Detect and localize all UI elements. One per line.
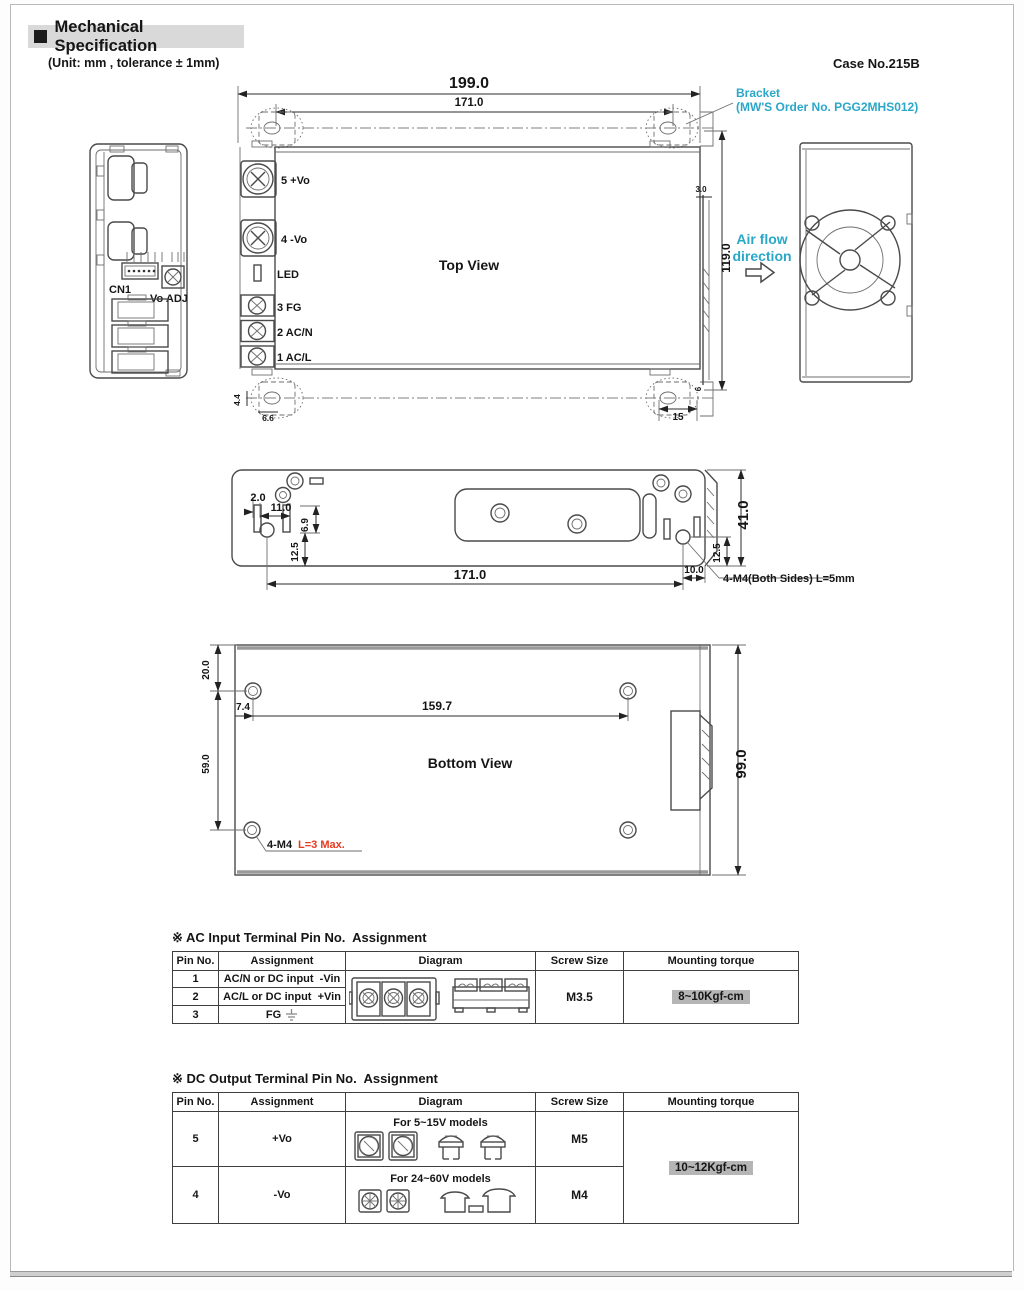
dim-171-top: 171.0 bbox=[454, 97, 484, 109]
fan-side-view-drawing bbox=[800, 143, 912, 382]
dim-4-4: 4.4 bbox=[232, 394, 242, 406]
ac-header-pin: Pin No. bbox=[173, 952, 219, 971]
dim-15: 15 bbox=[672, 412, 684, 423]
dc-header-assignment: Assignment bbox=[219, 1093, 346, 1112]
case-number: Case No.215B bbox=[833, 56, 920, 71]
unit-note: (Unit: mm , tolerance ± 1mm) bbox=[48, 56, 220, 70]
input-terminal-screw-icon bbox=[241, 295, 274, 367]
dim-12-5-right: 12.5 bbox=[712, 543, 723, 563]
terminal-label-5: 5 +Vo bbox=[281, 175, 310, 187]
ac-assignment-2: AC/L or DC input +Vin bbox=[219, 988, 346, 1006]
bottom-view-drawing bbox=[201, 645, 750, 875]
bottom-m4-note: 4-M4 bbox=[267, 839, 293, 851]
dim-6-6: 6.6 bbox=[262, 413, 274, 423]
ac-header-screw: Screw Size bbox=[536, 952, 624, 971]
side-elevation-drawing bbox=[232, 470, 855, 590]
bracket-note-line2: (MW'S Order No. PGG2MHS012) bbox=[736, 100, 919, 114]
page-bottom-rule bbox=[10, 1271, 1012, 1277]
dc-screw-4: M4 bbox=[536, 1167, 624, 1223]
bracket-note-line1: Bracket bbox=[736, 86, 781, 100]
ac-assignment-3 bbox=[219, 1006, 346, 1023]
ground-icon bbox=[285, 1009, 298, 1021]
cn1-label: CN1 bbox=[109, 284, 132, 296]
ac-assignment-1: AC/N or DC input -Vin bbox=[219, 971, 346, 988]
airflow-note bbox=[732, 231, 791, 282]
dc-header-screw: Screw Size bbox=[536, 1093, 624, 1112]
dim-3: 3.0 bbox=[695, 185, 707, 194]
dc-header-diagram: Diagram bbox=[346, 1093, 536, 1112]
ac-pin-3: 3 bbox=[173, 1006, 219, 1023]
dc-table-caption: ※ DC Output Terminal Pin No. Assignment bbox=[172, 1071, 438, 1086]
ac-header-assignment: Assignment bbox=[219, 952, 346, 971]
dim-171-side: 171.0 bbox=[453, 567, 487, 582]
ac-torque-value: 8~10Kgf-cm bbox=[672, 990, 750, 1004]
ac-assignment-3-label: FG bbox=[265, 1008, 282, 1021]
terminal-label-1: 1 AC/L bbox=[277, 352, 312, 364]
section-title: Mechanical Specification bbox=[54, 17, 158, 55]
ac-terminal-diagram-icon bbox=[349, 970, 533, 1024]
airflow-line1: Air flow bbox=[736, 231, 788, 247]
fan-grille-icon bbox=[800, 210, 900, 310]
dc-torque-value: 10~12Kgf-cm bbox=[669, 1161, 753, 1175]
dc-pin-4: 4 bbox=[173, 1167, 219, 1223]
dc-screw-5: M5 bbox=[536, 1112, 624, 1167]
dim-6: 6 bbox=[694, 386, 703, 392]
dc-terminal-5-15v-icon bbox=[353, 1130, 529, 1162]
ac-pin-1: 1 bbox=[173, 971, 219, 988]
dim-159-7: 159.7 bbox=[421, 699, 453, 713]
input-terminal-block-icon bbox=[112, 295, 168, 373]
ac-header-torque: Mounting torque bbox=[624, 952, 798, 971]
side-m4-note: 4-M4(Both Sides) L=5mm bbox=[723, 573, 855, 585]
dc-pin-5: 5 bbox=[173, 1112, 219, 1167]
dc-diagram-4 bbox=[346, 1167, 536, 1223]
bottom-view-label: Bottom View bbox=[427, 755, 513, 771]
bus-terminal-icon bbox=[108, 156, 147, 260]
dim-41: 41.0 bbox=[735, 500, 752, 530]
dim-99: 99.0 bbox=[733, 749, 750, 779]
dc-assignment-4: -Vo bbox=[219, 1167, 346, 1223]
dim-11: 11.0 bbox=[270, 502, 292, 514]
dim-119: 119.0 bbox=[719, 243, 733, 273]
output-terminal-screw-icon bbox=[241, 161, 276, 256]
dc-diagram-5 bbox=[346, 1112, 536, 1167]
top-view-drawing bbox=[232, 75, 733, 423]
top-view-label: Top View bbox=[438, 257, 500, 273]
ac-screw-size: M3.5 bbox=[536, 971, 624, 1023]
dim-59: 59.0 bbox=[201, 754, 212, 774]
dim-20: 20.0 bbox=[201, 660, 212, 680]
ac-pin-2: 2 bbox=[173, 988, 219, 1006]
terminal-label-led: LED bbox=[277, 269, 299, 281]
terminal-label-4: 4 -Vo bbox=[281, 234, 308, 246]
dim-7-4: 7.4 bbox=[236, 702, 250, 713]
dim-12-5-left: 12.5 bbox=[290, 542, 301, 562]
dc-torque-cell bbox=[624, 1112, 798, 1223]
dim-199: 199.0 bbox=[448, 75, 490, 92]
dc-diagram-5-note: For 5~15V models bbox=[393, 1116, 488, 1129]
dim-10: 10.0 bbox=[684, 565, 704, 576]
dc-diagram-4-note: For 24~60V models bbox=[390, 1172, 491, 1185]
dc-terminal-24-60v-icon bbox=[353, 1186, 529, 1218]
front-end-view-drawing bbox=[90, 144, 188, 378]
bottom-m4-depth-note: L=3 Max. bbox=[298, 839, 345, 851]
ac-input-table bbox=[172, 951, 799, 1024]
dc-assignment-5: +Vo bbox=[219, 1112, 346, 1167]
ac-torque-cell bbox=[624, 971, 798, 1023]
terminal-label-3: 3 FG bbox=[277, 302, 302, 314]
dim-2: 2.0 bbox=[250, 492, 266, 504]
vo-adj-label: Vo ADJ bbox=[150, 293, 188, 305]
terminal-label-2: 2 AC/N bbox=[277, 327, 313, 339]
dc-header-torque: Mounting torque bbox=[624, 1093, 798, 1112]
airflow-arrow-icon bbox=[746, 263, 774, 282]
ac-table-caption: ※ AC Input Terminal Pin No. Assignment bbox=[172, 930, 427, 945]
airflow-line2: direction bbox=[732, 248, 792, 264]
dc-output-table bbox=[172, 1092, 799, 1224]
ac-diagram-cell bbox=[346, 971, 536, 1023]
ac-header-diagram: Diagram bbox=[346, 952, 536, 971]
dim-6-9: 6.9 bbox=[300, 518, 311, 532]
led-window-icon bbox=[254, 265, 261, 281]
dc-header-pin: Pin No. bbox=[173, 1093, 219, 1112]
